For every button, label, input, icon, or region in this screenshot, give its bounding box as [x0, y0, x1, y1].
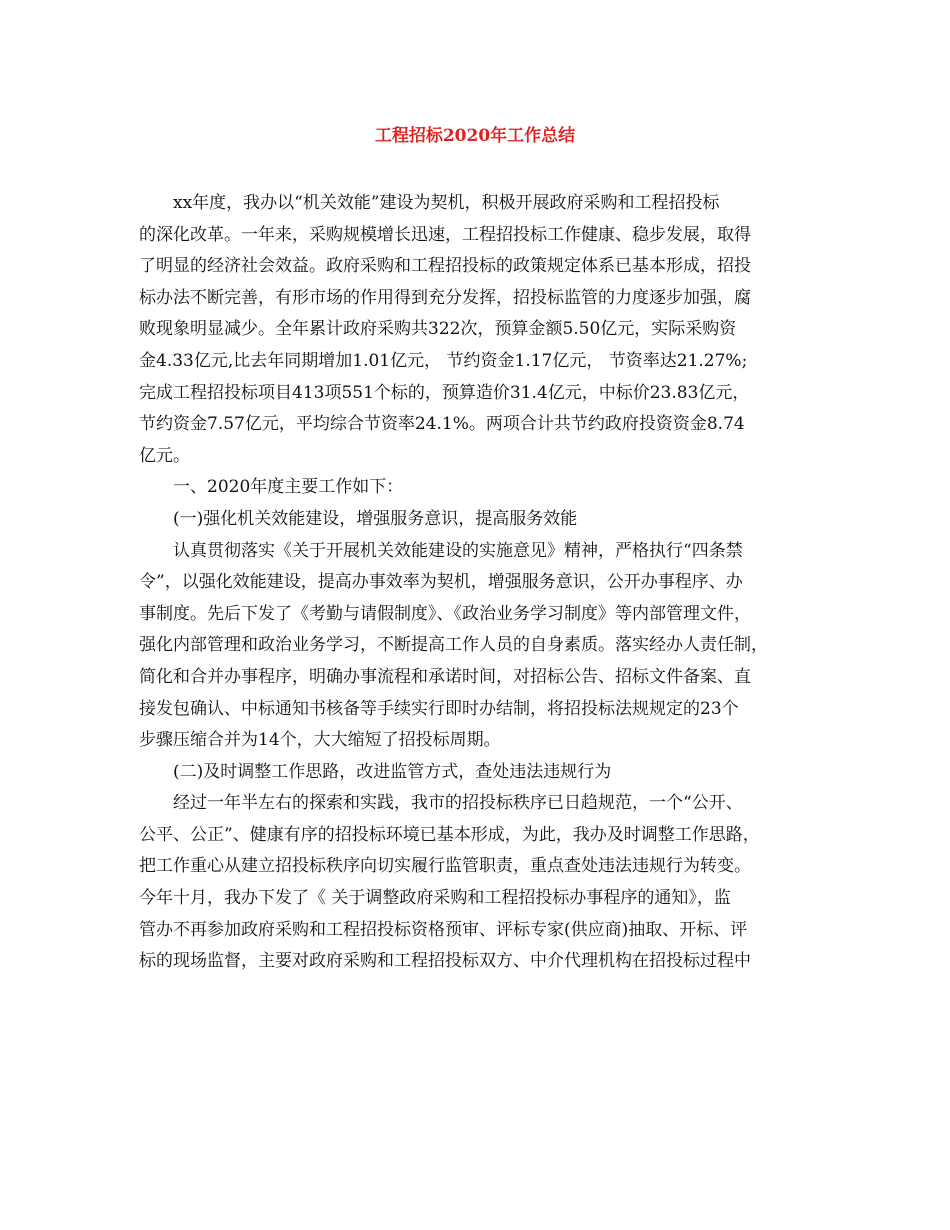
text-line: 接发包确认、中标通知书核备等手续实行即时办结制，将招投标法规规定的23个	[139, 698, 739, 719]
text-line: 节约资金7.57亿元，平均综合节资率24.1%。两项合计共节约政府投资资金8.74	[139, 414, 745, 435]
text-line: 公平、公正”、健康有序的招投标环境已基本形成，为此，我办及时调整工作思路，	[139, 824, 760, 845]
text-line: 一、2020年度主要工作如下：	[173, 477, 404, 498]
text-line: 标的现场监督，主要对政府采购和工程招投标双方、中介代理机构在招投标过程中	[139, 951, 751, 972]
text-line: 强化内部管理和政治业务学习，不断提高工作人员的自身素质。落实经办人责任制，	[139, 635, 768, 656]
text-line: 标办法不断完善，有形市场的作用得到充分发挥，招投标监管的力度逐步加强，腐	[139, 287, 751, 308]
text-line: 今年十月，我办下发了《 关于调整政府采购和工程招投标办事程序的通知》，监	[139, 888, 731, 909]
document-title: 工程招标2020年工作总结	[374, 126, 576, 146]
text-line: 的深化改革。一年来，采购规模增长迅速，工程招投标工作健康、稳步发展，取得	[139, 224, 751, 245]
text-line: 管办不再参加政府采购和工程招投标资格预审、评标专家(供应商)抽取、开标、评	[139, 919, 748, 940]
text-line: 完成工程招投标项目413项551个标的，预算造价31.4亿元，中标价23.83亿元，	[139, 382, 750, 403]
text-line: 步骤压缩合并为14个，大大缩短了招投标周期。	[139, 730, 501, 751]
document-body	[139, 188, 829, 978]
text-line: 令”，以强化效能建设，提高办事效率为契机，增强服务意识，公开办事程序、办	[139, 572, 743, 593]
text-line: 金4.33亿元,比去年同期增加1.01亿元， 节约资金1.17亿元， 节资率达21.27%;	[139, 350, 748, 371]
text-line: 败现象明显减少。全年累计政府采购共322次，预算金额5.50亿元，实际采购资	[139, 319, 737, 340]
text-line: 把工作重心从建立招投标秩序向切实履行监管职责，重点查处违法违规行为转变。	[139, 856, 751, 877]
text-line: 了明显的经济社会效益。政府采购和工程招投标的政策规定体系已基本形成，招投	[139, 256, 751, 277]
text-line: (一)强化机关效能建设，增强服务意识，提高服务效能	[173, 508, 578, 529]
text-line: xx年度，我办以“机关效能”建设为契机，积极开展政府采购和工程招投标	[173, 193, 720, 213]
text-line: 简化和合并办事程序，明确办事流程和承诺时间，对招标公告、招标文件备案、直	[139, 666, 751, 687]
text-line: 认真贯彻落实《关于开展机关效能建设的实施意见》精神，严格执行“四条禁	[173, 540, 743, 561]
text-line: 亿元。	[139, 445, 190, 466]
text-line: 事制度。先后下发了《考勤与请假制度》、《政治业务学习制度》等内部管理文件，	[139, 603, 751, 624]
text-line: (二)及时调整工作思路，改进监管方式，查处违法违规行为	[173, 761, 612, 782]
text-line: 经过一年半左右的探索和实践，我市的招投标秩序已日趋规范，一个“公开、	[173, 793, 743, 814]
